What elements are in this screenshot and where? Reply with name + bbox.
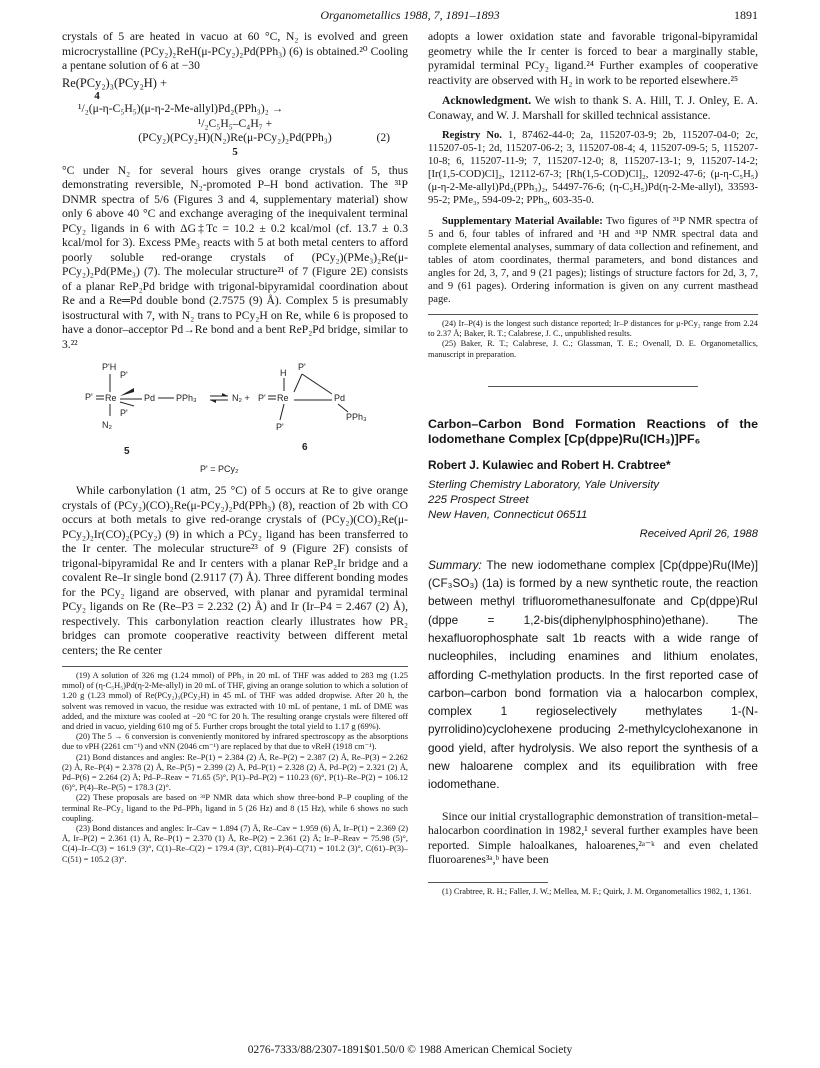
reaction-scheme <box>62 358 408 478</box>
summary-body: The new iodomethane complex [Cp(dppe)Ru(IMe)](CF₃SO₃) (1a) is formed by a new synthetic route, the reaction between methyl trifluoromethanesulfonate and Cp(dppe)RuI (dppe = 1,2-bis(diphenylphosphino)ethane). The hexafluorophosphate salt 1b reacts with a wide range of nucleophiles, including enamines and lithium enolates, affording C-methylation products. In the first reported case of carbon–carbon bond formation via a halocarbon complex, complex 1 regioselectively methylates 1-(N-pyrrolidino)cyclohexene producing 2-methylcyclohexanone in good yield, after hydrolysis. We also report the synthesis of a new haloarene complex and its equilibration with free iodomethane. <box>428 557 758 792</box>
eq-line-4: (PCy₂)(PCy₂H)(N₂)Re(μ-PCy₂)₂Pd(PPh₃) <box>138 131 332 144</box>
received-date: Received April 26, 1988 <box>639 528 758 541</box>
page-number: 1891 <box>734 8 758 22</box>
scheme-pd-5: Pd <box>144 393 156 403</box>
eq-line-2: ¹/₂(μ-η-C₅H₅)(μ-η-2-Me-allyl)Pd₂(PPh₃)₂ → <box>78 102 284 115</box>
ack-body: We wish to thank S. A. Hill, T. J. Onley, E. A. Conaway, and W. J. Marshall for skilled technical assistance. <box>428 94 758 122</box>
scheme-p-label-a: P' <box>120 370 128 380</box>
scheme-p-label-c: P' <box>298 362 306 372</box>
scheme-drawing <box>62 358 408 476</box>
note-20: (20) The 5 → 6 conversion is conveniently monitored by infrared spectroscopy as the absorptions due to νPH (2261 cm⁻¹) and νNN (2046 cm⁻¹) are replaced by that due to νReH (1918 cm⁻¹). <box>62 732 408 752</box>
supp-body: Two figures of ³¹P NMR spectra of 5 and 6, four tables of infrared and ¹H and ³¹P NMR spectral data and complete elemental analyses, summary of data collection and refinement, and tables of atom coordinates, thermal parameters, and bond distances and angles for 2d, 3, 7, and 9 (21 pages); listings of structure factors for 2d, 3, 7, and 9 (61 pages). Ordering information is given on any current masthead page. <box>428 216 758 305</box>
article-authors: Robert J. Kulawiec and Robert H. Crabtree* <box>428 457 671 472</box>
scheme-pph3-5: PPh₃ <box>176 393 197 403</box>
note-19: (19) A solution of 326 mg (1.24 mmol) of PPh₃ in 20 mL of THF was added to 283 mg (1.25 mmol) of (η-C₅H₅)Pd(η-2-Me-allyl) in 20 mL of THF, giving an orange solution to which a solution of 1.20 g (1.23 mmol) of Re(PCy₂)₃(PCy₂H) in 45 mL of THF was added dropwise. After 20 h, the solvent was removed in vacuo, the residue was extracted with 10 mL of pentane, 1 mL of DME was added, and the mixture was cooled at −20 °C for 20 h. The resulting orange crystals were filtered off and dried in vacuo, yielding 610 mg of 5. Further crops brought the total yield to 1.17 g (69%). <box>62 671 408 732</box>
article-body: Since our initial crystallographic demonstration of transition-metal–halocarbon coordination in 1982,¹ several further examples have been reported. Simple haloalkanes, haloarenes,²ᵃ⁻ᵏ and even chelated fluoroarenes³ᵃ,ᵇ have been <box>428 809 758 867</box>
right-column <box>428 30 758 897</box>
note-21: (21) Bond distances and angles: Re–P(1) = 2.384 (2) Å, Re–P(2) = 2.387 (2) Å, Re–P(3) = 2.262 (2) Å, Re–P(4) = 2.378 (2) Å, Re–P(5) = 2.399 (2) Å, Pd–P(1) = 2.328 (2) Å, Pd–P(2) = 2.321 (2) Å, Pd–P(6) = 2.264 (2) Å; Pd–P–Reav = 71.65 (5)°, P(1)–Pd–P(2) = 110.23 (6)°, P(1)–Re–P(2) = 106.12 (6)°, P(4)–Re–P(5) = 178.3 (2)°. <box>62 752 408 793</box>
eq-number: (2) <box>376 131 390 144</box>
affiliation-line-2: 225 Prospect Street <box>428 494 529 507</box>
ack-heading: Acknowledgment. <box>442 94 532 107</box>
registry-numbers <box>428 129 758 207</box>
affiliation-line-1: Sterling Chemistry Laboratory, Yale University <box>428 479 660 492</box>
right-para-1: adopts a lower oxidation state and favorable trigonal-bipyramidal geometry while the Ir center is forced to bear a marginally stable, pyramidal terminal PCy₂ ligand.²⁴ Further examples of cooperative reactivity are observed with H₂ in work to be reported elsewhere.²⁵ <box>428 30 758 87</box>
left-para-1: °C under N₂ for several hours gives orange crystals of 5, thus demonstrating reversible, N₂-promoted P–H bond activation. The ³¹P DNMR spectra of 5/6 (Figures 3 and 4, supplementary material) show only 6 above 40 °C and exchange averaging of the inequivalent terminal PCy₂ ligands in 6 with ΔG‡Tc = 10.2 ± 0.2 kcal/mol (cf. 13.7 ± 0.3 kcal/mol for 3). Excess PMe₃ reacts with 5 at both metal centers to afford poorly soluble red-orange crystals of (PCy₂)(PMe₃)₂Re(μ-PCy₂)₂Pd(PMe₃) (7). The molecular structure²¹ of 7 (Figure 2E) consists of a planar ReP₂Pd bridge with trigonal-bipyramidal coordination about Re and a Re═Pd double bond (2.7575 (9) Å). Complex 5 is presumably isostructural with 7, with N₂ trans to PCy₂H on Re, while 6 is proposed to have a donor–acceptor Pd→Re bond and a bent ReP₂Pd bridge, similar to 3.²² <box>62 163 408 351</box>
note-25: (25) Baker, R. T.; Calabrese, J. C.; Glassman, T. E.; Ovenall, D. E. Organometallics, manuscript in preparation. <box>428 339 758 359</box>
affiliation <box>428 478 758 523</box>
scheme-pd-6: Pd <box>334 393 346 403</box>
article-title: Carbon–Carbon Bond Formation Reactions of the Iodomethane Complex [Cp(dppe)Ru(ICH₃)]PF₆ <box>428 416 758 447</box>
eq-line-3: ¹/₂C₅H₅–C₄H₇ + <box>197 116 273 130</box>
note-24: (24) Ir–P(4) is the longest such distance reported; Ir–P distances for μ-PCy₂ range from 2.24 to 2.37 Å; Baker, R. T.; Calabrese, J. C., unpublished results. <box>428 319 758 339</box>
summary-heading: Summary: <box>428 557 482 572</box>
note-23: (23) Bond distances and angles: Ir–Cav = 1.894 (7) Å, Re–Cav = 1.959 (6) Å, Ir–P(1) = 2.369 (2) Å, Ir–P(2) = 2.361 (1) Å, Re–P(1) = 2.370 (1) Å, Re–P(2) = 2.361 (2) Å; Ir–P–Reav = 75.98 (5)°, C(4)–Ir–C(3) = 161.9 (3)°, C(1)–Re–C(2) = 179.4 (3)°, C(81)–P(4)–C(71) = 101.2 (3)°, C(61)–P(3)–C(51) = 105.2 (3)°. <box>62 824 408 864</box>
registry-heading: Registry No. <box>442 130 502 141</box>
eq-compound-5: 5 <box>232 145 238 158</box>
notes-divider <box>62 666 408 667</box>
scheme-p-label-d: P' <box>276 422 284 432</box>
acknowledgment <box>428 94 758 123</box>
scheme-re-5: Re <box>105 393 117 403</box>
footnote-1: (1) Crabtree, R. H.; Faller, J. W.; Mellea, M. F.; Quirk, J. M. Organometallics 1982, 1, 1361. <box>442 886 752 896</box>
registry-body: 1, 87462-44-0; 2a, 115207-03-9; 2b, 115207-04-0; 2c, 115207-05-1; 2d, 115207-06-2; 3, 115207-08-4; 4, 115207-09-5; 5, 115207-10-8; 6, 115207-11-9; 7, 115207-12-0; 8, 115207-13-1; 9, 115207-14-2; [Ir(1,5-COD)Cl]₂, 12112-67-3; [Rh(1,5-COD)Cl]₂, 12092-47-6; (μ-η-C₅H₅)(μ-η-2-Me-allyl)Pd₂(PPh₃)₂, 54497-76-6; (η-C₅H₅)Pd(η-2-Me-allyl), 33593-95-2; PMe₃, 594-09-2; PPh₃, 603-35-0. <box>428 130 758 206</box>
scheme-p-h-label: P'H <box>102 362 117 372</box>
scheme-pprime-def: P' = PCy₂ <box>200 464 239 474</box>
affiliation-line-3: New Haven, Connecticut 06511 <box>428 509 588 522</box>
left-column <box>62 30 408 865</box>
left-intro: crystals of 5 are heated in vacuo at 60 °C, N₂ is evolved and green microcrystalline (PCy₂)₂ReH(μ-PCy₂)₂Pd(PPh₃) (6) is obtained.²⁰ Cooling a pentane solution of 6 at −30 <box>62 30 408 72</box>
scheme-n2-plus: N₂ + <box>232 393 250 403</box>
running-header <box>0 8 820 24</box>
right-footnotes <box>428 887 758 897</box>
eq-compound-4: 4 <box>94 90 100 102</box>
left-para-2: While carbonylation (1 atm, 25 °C) of 5 occurs at Re to give orange crystals of (PCy₂)(CO)₂Re(μ-PCy₂)₂Pd(PPh₃) (8), reaction of 2b with CO occurs at both metals to give red-orange crystals of (PCy₂)(CO)₂Re(μ-PCy₂)₂Ir(CO)₂(PCy₂) (9) in which a PCy₂ ligand has been transferred to the Ir center. The molecular structure²³ of 9 (Figure 2F) consists of trigonal-bipyramidal Re and Ir centers with a planar ReP₂Ir bridge and a covalent Re–Ir single bond (2.9117 (7) Å). Three different bonding modes for the PCy₂ ligand are observed, with planar and pyramidal terminal PCy₂ ligands on Re (Re–P3 = 2.232 (2) Å) and Ir (Ir–P4 = 2.467 (2) Å), respectively. This carbonylation reaction clearly illustrates how PR₂ bridges can promote cooperative reactivity between different metal centers; the Re center <box>62 484 408 657</box>
page-footer: 0276-7333/88/2307-1891$01.50/0 © 1988 American Chemical Society <box>247 1044 573 1056</box>
scheme-label-5: 5 <box>124 446 130 457</box>
note-22: (22) These proposals are based on ³¹P NMR data which show three-bond P–P coupling of the terminal Re–PCy₂ ligand to the Pd–PPh₃ ligand in 5 (26 Hz) and 8 (15 Hz), while 6 shows no such coupling. <box>62 793 408 823</box>
right-notes-divider <box>428 314 758 315</box>
right-notes <box>428 319 758 360</box>
equation-2 <box>62 76 408 158</box>
summary <box>428 556 758 794</box>
scheme-pph3-6: PPh₃ <box>346 412 367 422</box>
footnote-divider <box>428 882 548 883</box>
eq-line-4-wrap <box>62 131 408 146</box>
scheme-re-6: Re <box>277 393 289 403</box>
scheme-label-6: 6 <box>302 442 308 453</box>
scheme-h-label: H <box>280 368 287 378</box>
article-divider <box>488 386 698 387</box>
eq-line-1: Re(PCy₂)₃(PCy₂H) + <box>62 75 167 90</box>
scheme-p-label-b: P' <box>120 408 128 418</box>
scheme-p-left: P' <box>85 392 93 402</box>
scheme-p-left-6: P' <box>258 393 266 403</box>
journal-citation: Organometallics 1988, 7, 1891–1893 <box>320 8 500 22</box>
scheme-n2: N₂ <box>102 420 112 430</box>
supp-heading: Supplementary Material Available: <box>442 216 603 227</box>
supplementary-material <box>428 215 758 306</box>
left-notes <box>62 671 408 865</box>
